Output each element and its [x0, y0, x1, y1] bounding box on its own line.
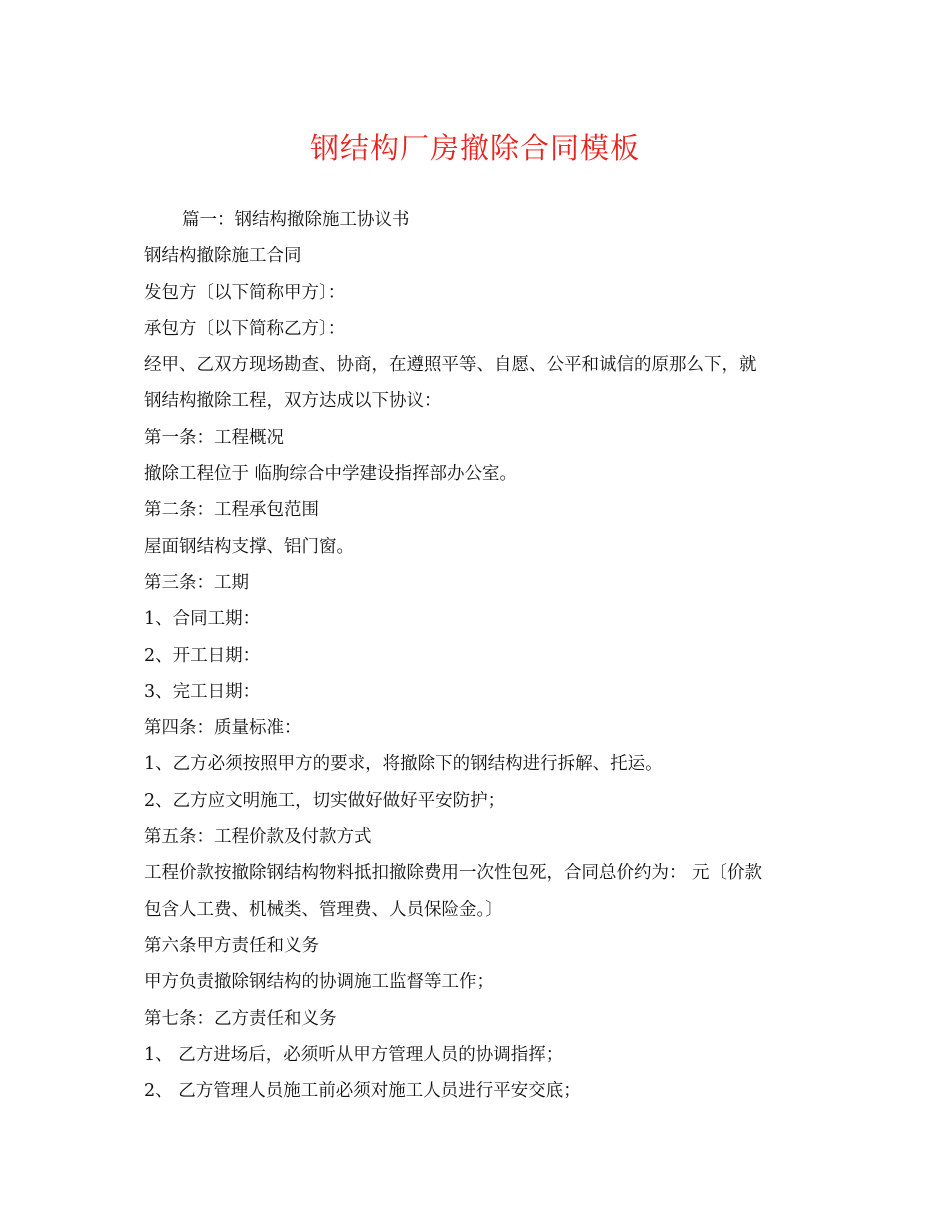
clause-heading: 第三条：工期	[144, 572, 249, 593]
document-title: 钢结构厂房撤除合同模板	[309, 131, 640, 165]
paragraph-line: 经甲、乙双方现场勘查、协商，在遵照平等、自愿、公平和诚信的原那么下，就	[144, 355, 757, 376]
paragraph-line: 包含人工费、机械类、管理费、人员保险金。〕	[144, 899, 503, 920]
list-item: 1、合同工期：	[144, 609, 261, 630]
list-item: 2、乙方应文明施工，切实做好做好平安防护；	[144, 790, 506, 811]
paragraph-line: 甲方负责撤除钢结构的协调施工监督等工作；	[144, 972, 494, 993]
clause-heading: 第七条：乙方责任和义务	[144, 1008, 337, 1029]
paragraph-line: 屋面钢结构支撑、铝门窗。	[144, 536, 354, 557]
section-heading: 篇一：钢结构撤除施工协议书	[182, 210, 410, 230]
list-item: 3、完工日期：	[144, 681, 261, 702]
paragraph-line: 钢结构撤除工程，双方达成以下协议：	[144, 391, 442, 412]
paragraph-line: 发包方〔以下简称甲方〕：	[144, 282, 346, 303]
document-body	[144, 202, 824, 1109]
clause-heading: 第五条：工程价款及付款方式	[144, 827, 372, 848]
paragraph-line: 撤除工程位于 临朐综合中学建设指挥部办公室。	[144, 464, 518, 485]
clause-heading: 第二条：工程承包范围	[144, 500, 319, 521]
paragraph-line: 承包方〔以下简称乙方〕：	[144, 318, 346, 339]
list-item: 1、 乙方进场后，必须听从甲方管理人员的协调指挥；	[144, 1044, 564, 1065]
list-item: 2、开工日期：	[144, 645, 261, 666]
clause-heading: 第一条：工程概况	[144, 427, 284, 448]
clause-heading: 第四条：质量标准：	[144, 718, 302, 739]
paragraph-line: 钢结构撤除施工合同	[144, 246, 302, 267]
list-item: 1、乙方必须按照甲方的要求，将撤除下的钢结构进行拆解、托运。	[144, 754, 663, 775]
paragraph-line: 工程价款按撤除钢结构物料抵扣撤除费用一次性包死，合同总价约为： 元〔价款	[144, 863, 763, 884]
clause-heading: 第六条甲方责任和义务	[144, 935, 319, 956]
list-item: 2、 乙方管理人员施工前必须对施工人员进行平安交底；	[144, 1081, 581, 1102]
